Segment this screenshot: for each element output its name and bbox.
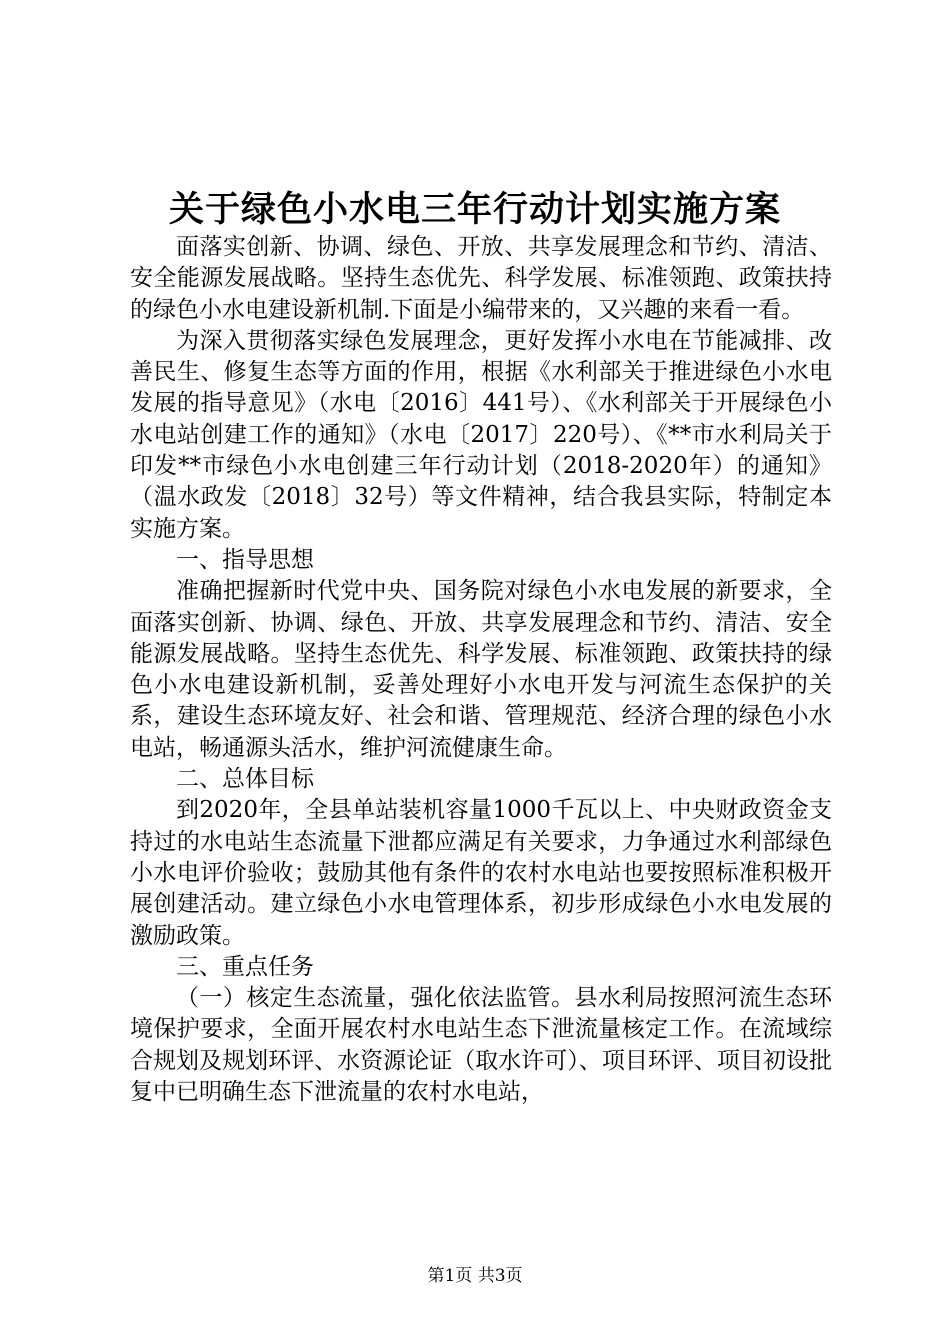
section-heading-guiding-ideology: 一、指导思想	[176, 546, 314, 573]
paragraph-intro: 面落实创新、协调、绿色、开放、共享发展理念和节约、清洁、安全能源发展战略。坚持生态优先、科学发展、标准领跑、政策扶持的绿色小水电建设新机制.下面是小编带来的，又兴趣的来看一看。	[130, 234, 832, 323]
section-heading-overall-goal: 二、总体目标	[176, 766, 314, 793]
paragraph-guiding-ideology: 准确把握新时代党中央、国务院对绿色小水电发展的新要求，全面落实创新、协调、绿色、开放、共享发展理念和节约、清洁、安全能源发展战略。坚持生态优先、科学发展、标准领跑、政策扶持的绿色小水电建设新机制，妥善处理好小水电开发与河流生态保护的关系，建设生态环境友好、社会和谐、管理规范、经济合理的绿色小水电站，畅通源头活水，维护河流健康生命。	[130, 578, 832, 761]
page-footer: 第1页 共3页	[427, 1266, 523, 1286]
document-title: 关于绿色小水电三年行动计划实施方案	[168, 189, 781, 230]
paragraph-overall-goal: 到2020年，全县单站装机容量1000千瓦以上、中央财政资金支持过的水电站生态流量下泄都应满足有关要求，力争通过水利部绿色小水电评价验收；鼓励其他有条件的农村水电站也要按照标准积极开展创建活动。建立绿色小水电管理体系，初步形成绿色小水电发展的激励政策。	[130, 797, 832, 949]
document-body	[130, 232, 832, 1108]
paragraph-key-task-1: （一）核定生态流量，强化依法监管。县水利局按照河流生态环境保护要求，全面开展农村水电站生态下泄流量核定工作。在流域综合规划及规划环评、水资源论证（取水许可）、项目环评、项目初设批复中已明确生态下泄流量的农村水电站，	[130, 985, 832, 1106]
paragraph-basis: 为深入贯彻落实绿色发展理念，更好发挥小水电在节能减排、改善民生、修复生态等方面的作用，根据《水利部关于推进绿色小水电发展的指导意见》（水电〔2016〕441号）、《水利部关于开展绿色小水电站创建工作的通知》（水电〔2017〕220号）、《**市水利局关于印发**市绿色小水电创建三年行动计划（2018-2020年）的通知》（温水政发〔2018〕32号）等文件精神，结合我县实际，特制定本实施方案。	[130, 327, 832, 542]
section-heading-key-tasks: 三、重点任务	[176, 953, 314, 980]
